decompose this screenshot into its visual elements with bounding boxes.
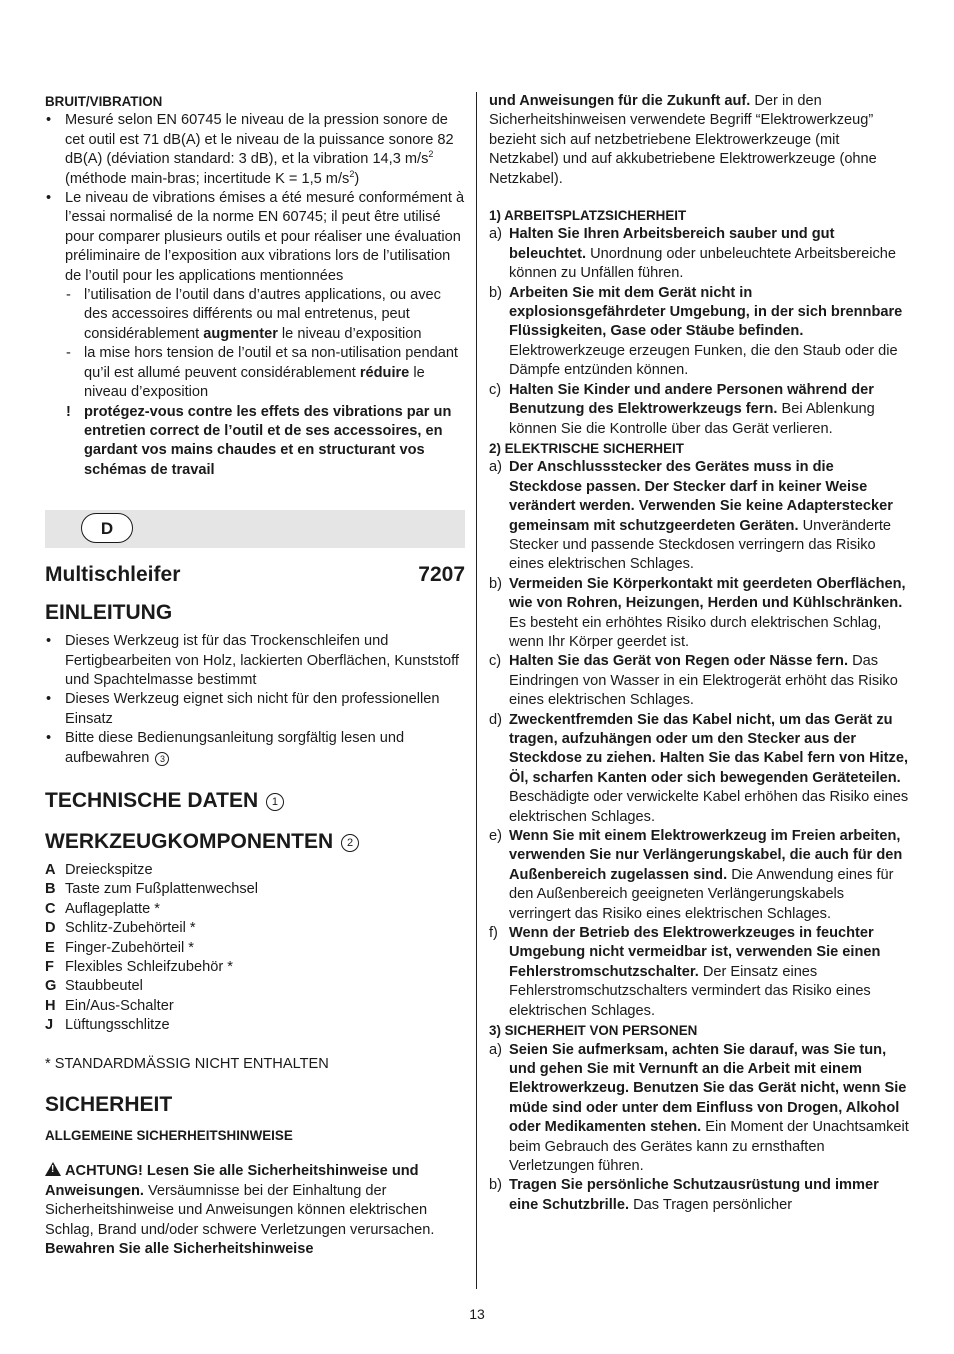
standard-note: * STANDARDMÄSSIG NICHT ENTHALTEN: [45, 1055, 329, 1072]
component-item: G Staubbeutel: [45, 978, 143, 995]
components-heading: WERKZEUGKOMPONENTEN 2: [45, 829, 465, 855]
component-item: C Auflageplatte *: [45, 900, 160, 917]
safety-item: c) Halten Sie Kinder und andere Personen während der Benutzung des Elektrowerkzeugs fern. Bei Ablenkung können Sie die Kontrolle über das Gerät verlieren.: [489, 381, 875, 437]
workplace-safety-heading: 1) ARBEITSPLATZSICHERHEIT: [489, 208, 687, 224]
product-name: Multischleifer: [45, 563, 181, 587]
vibration-warning: ! protégez-vous contre les effets des vibrations par un entretien correct de l’outil et de ses accessoires, en gardant vos mains chaudes et en structurant vos schémas de travail: [66, 403, 452, 478]
safety-item: c) Halten Sie das Gerät von Regen oder Nässe fern. Das Eindringen von Wasser in ein Elektrogerät erhöht das Risiko eines elektrischen Schlages.: [489, 653, 898, 709]
general-safety-heading: ALLGEMEINE SICHERHEITSHINWEISE: [45, 1128, 293, 1144]
safety-heading: SICHERHEIT: [45, 1093, 173, 1117]
figure-ref-1: 1: [266, 793, 284, 811]
component-item: E Finger-Zubehörteil *: [45, 939, 194, 956]
component-item: B Taste zum Fußplattenwechsel: [45, 881, 259, 898]
product-title: [45, 562, 465, 588]
safety-item: b) Arbeiten Sie mit dem Gerät nicht in explosionsgefährdeter Umgebung, in der sich brennbare Flüssigkeiten, Gase oder Stäube befinden. Elektrowerkzeuge erzeugen Funken, die den Staub oder die Dämpfe entzünden können.: [489, 284, 903, 379]
electrical-safety-heading: 2) ELEKTRISCHE SICHERHEIT: [489, 440, 684, 456]
achtung-paragraph: !ACHTUNG! Lesen Sie alle Sicherheitshinweise und Anweisungen. Versäumnisse bei der Einhaltung der Sicherheitshinweise und Anweisungen können elektrischen Schlag, Brand und/oder schwere Verletzungen verursachen. Bewahren Sie alle Sicherheitshinweise: [45, 1162, 465, 1259]
safety-item: a) Der Anschlussstecker des Gerätes muss in die Steckdose passen. Der Stecker darf in keiner Weise verändert werden. Verwenden Sie keine Adapterstecker gemeinsam mit schutzgeerdeten Geräten. Unveränderte Stecker und passende Steckdosen verringern das Risiko eines elektrischen Schlages.: [489, 459, 893, 573]
product-number: 7207: [418, 563, 465, 587]
safety-item: b) Vermeiden Sie Körperkontakt mit geerdeten Oberflächen, wie von Rohren, Heizungen, Herden und Kühlschränken. Es besteht ein erhöhtes Risiko durch elektrischen Schlag, wenn Ihr Körper geerdet ist.: [489, 575, 906, 650]
safety-item: d) Zweckentfremden Sie das Kabel nicht, um das Gerät zu tragen, aufzuhängen oder um den Stecker aus der Steckdose zu ziehen. Halten Sie das Kabel fern von Hitze, Öl, scharfen Kanten oder sich bewegenden Geräteteilen. Beschädigte oder verwickelte Kabel erhöhen das Risiko eines elektrischen Schlages.: [489, 711, 909, 825]
intro-heading: EINLEITUNG: [45, 601, 173, 625]
language-bar: [45, 510, 465, 548]
safety-item: e) Wenn Sie mit einem Elektrowerkzeug im Freien arbeiten, verwenden Sie nur Verlängerungskabel, die auch für den Außenbereich zugelassen sind. Die Anwendung eines für den Außenbereich geeigneten Verlängerungskabels verringert das Risiko eines elektrischen Schlages.: [489, 828, 903, 922]
safety-item: a) Halten Sie Ihren Arbeitsbereich sauber und gut beleuchtet. Unordnung oder unbeleuchtete Arbeitsbereiche können zu Unfällen führen.: [489, 226, 896, 282]
safety-item: b) Tragen Sie persönliche Schutzausrüstung und immer eine Schutzbrille. Das Tragen persönlicher: [489, 1177, 879, 1213]
language-badge: D: [81, 513, 133, 543]
components-list: [45, 861, 465, 1036]
continued-paragraph: und Anweisungen für die Zukunft auf. Der in den Sicherheitshinweisen verwendete Begriff “Elektrowerkzeug” bezieht sich auf netzbetriebene Elektrowerkzeuge (mit Netzkabel) und auf akkubetriebene Elektrowerkzeuge (ohne Netzkabel).: [489, 93, 877, 187]
page-number: 13: [469, 1306, 485, 1322]
component-item: H Ein/Aus-Schalter: [45, 997, 174, 1014]
intro-bullet-3: • Bitte diese Bedienungsanleitung sorgfältig lesen und aufbewahren 3: [46, 730, 405, 766]
component-item: A Dreieckspitze: [45, 861, 153, 878]
safety-item: f) Wenn der Betrieb des Elektrowerkzeuges in feuchter Umgebung nicht vermeidbar ist, verwenden Sie einen Fehlerstromschutzschalter. Der Einsatz eines Fehlerstromschutzschalters vermindert das Risiko eines elektrischen Schlages.: [489, 925, 881, 1019]
intro-bullet-1: • Dieses Werkzeug ist für das Trockenschleifen und Fertigbearbeiten von Holz, lackierten Oberflächen, Kunststoff und Spachtelmasse bestimmt: [46, 633, 459, 688]
noise-bullet-1: • Mesuré selon EN 60745 le niveau de la pression sonore de cet outil est 71 dB(A) et le niveau de la puissance sonore 82 dB(A) (déviation standard: 3 dB), et la vibration 14,3 $m/s^2$ (méthode main-bras; incertitude K = 1,5 $m/s^2$): [46, 112, 454, 187]
component-item: J Lüftungsschlitze: [45, 1017, 170, 1034]
warning-icon: [45, 1162, 61, 1176]
column-divider: [476, 92, 477, 1289]
noise-dash-2: - la mise hors tension de l’outil et sa non-utilisation pendant qu’il est allumé peuvent considérablement réduire le niveau d’exposition: [66, 345, 458, 401]
safety-item: a) Seien Sie aufmerksam, achten Sie darauf, was Sie tun, und gehen Sie mit Vernunft an die Arbeit mit einem Elektrowerkzeug. Benutzen Sie das Gerät nicht, wenn Sie müde sind oder unter dem Einfluss von Drogen, Alkohol oder Medikamenten stehen. Ein Moment der Unachtsamkeit beim Gebrauch des Gerätes kann zu ernsthaften Verletzungen führen.: [489, 1041, 909, 1174]
intro-bullet-2: • Dieses Werkzeug eignet sich nicht für den professionellen Einsatz: [46, 691, 440, 727]
figure-ref-3: 3: [155, 752, 169, 766]
right-column: [489, 92, 909, 1215]
noise-dash-1: - l’utilisation de l’outil dans d’autres applications, ou avec des accessoires différents ou mal entretenus, peut considérablement augmenter le niveau d’exposition: [66, 287, 441, 342]
figure-ref-2: 2: [341, 834, 359, 852]
noise-heading: BRUIT/VIBRATION: [45, 94, 163, 109]
personal-safety-heading: 3) SICHERHEIT VON PERSONEN: [489, 1023, 698, 1039]
noise-bullet-2: • Le niveau de vibrations émises a été mesuré conformément à l’essai normalisé de la norme EN 60745; il peut être utilisé pour comparer plusieurs outils et pour réaliser une évaluation préliminaire de l’exposition aux vibrations lors de l’utilisation de l’outil pour les applications mentionnées: [46, 190, 465, 284]
tech-data-heading: TECHNISCHE DATEN 1: [45, 788, 465, 814]
left-column: [45, 92, 465, 1259]
component-item: F Flexibles Schleifzubehör *: [45, 959, 233, 975]
component-item: D Schlitz-Zubehörteil *: [45, 920, 196, 937]
